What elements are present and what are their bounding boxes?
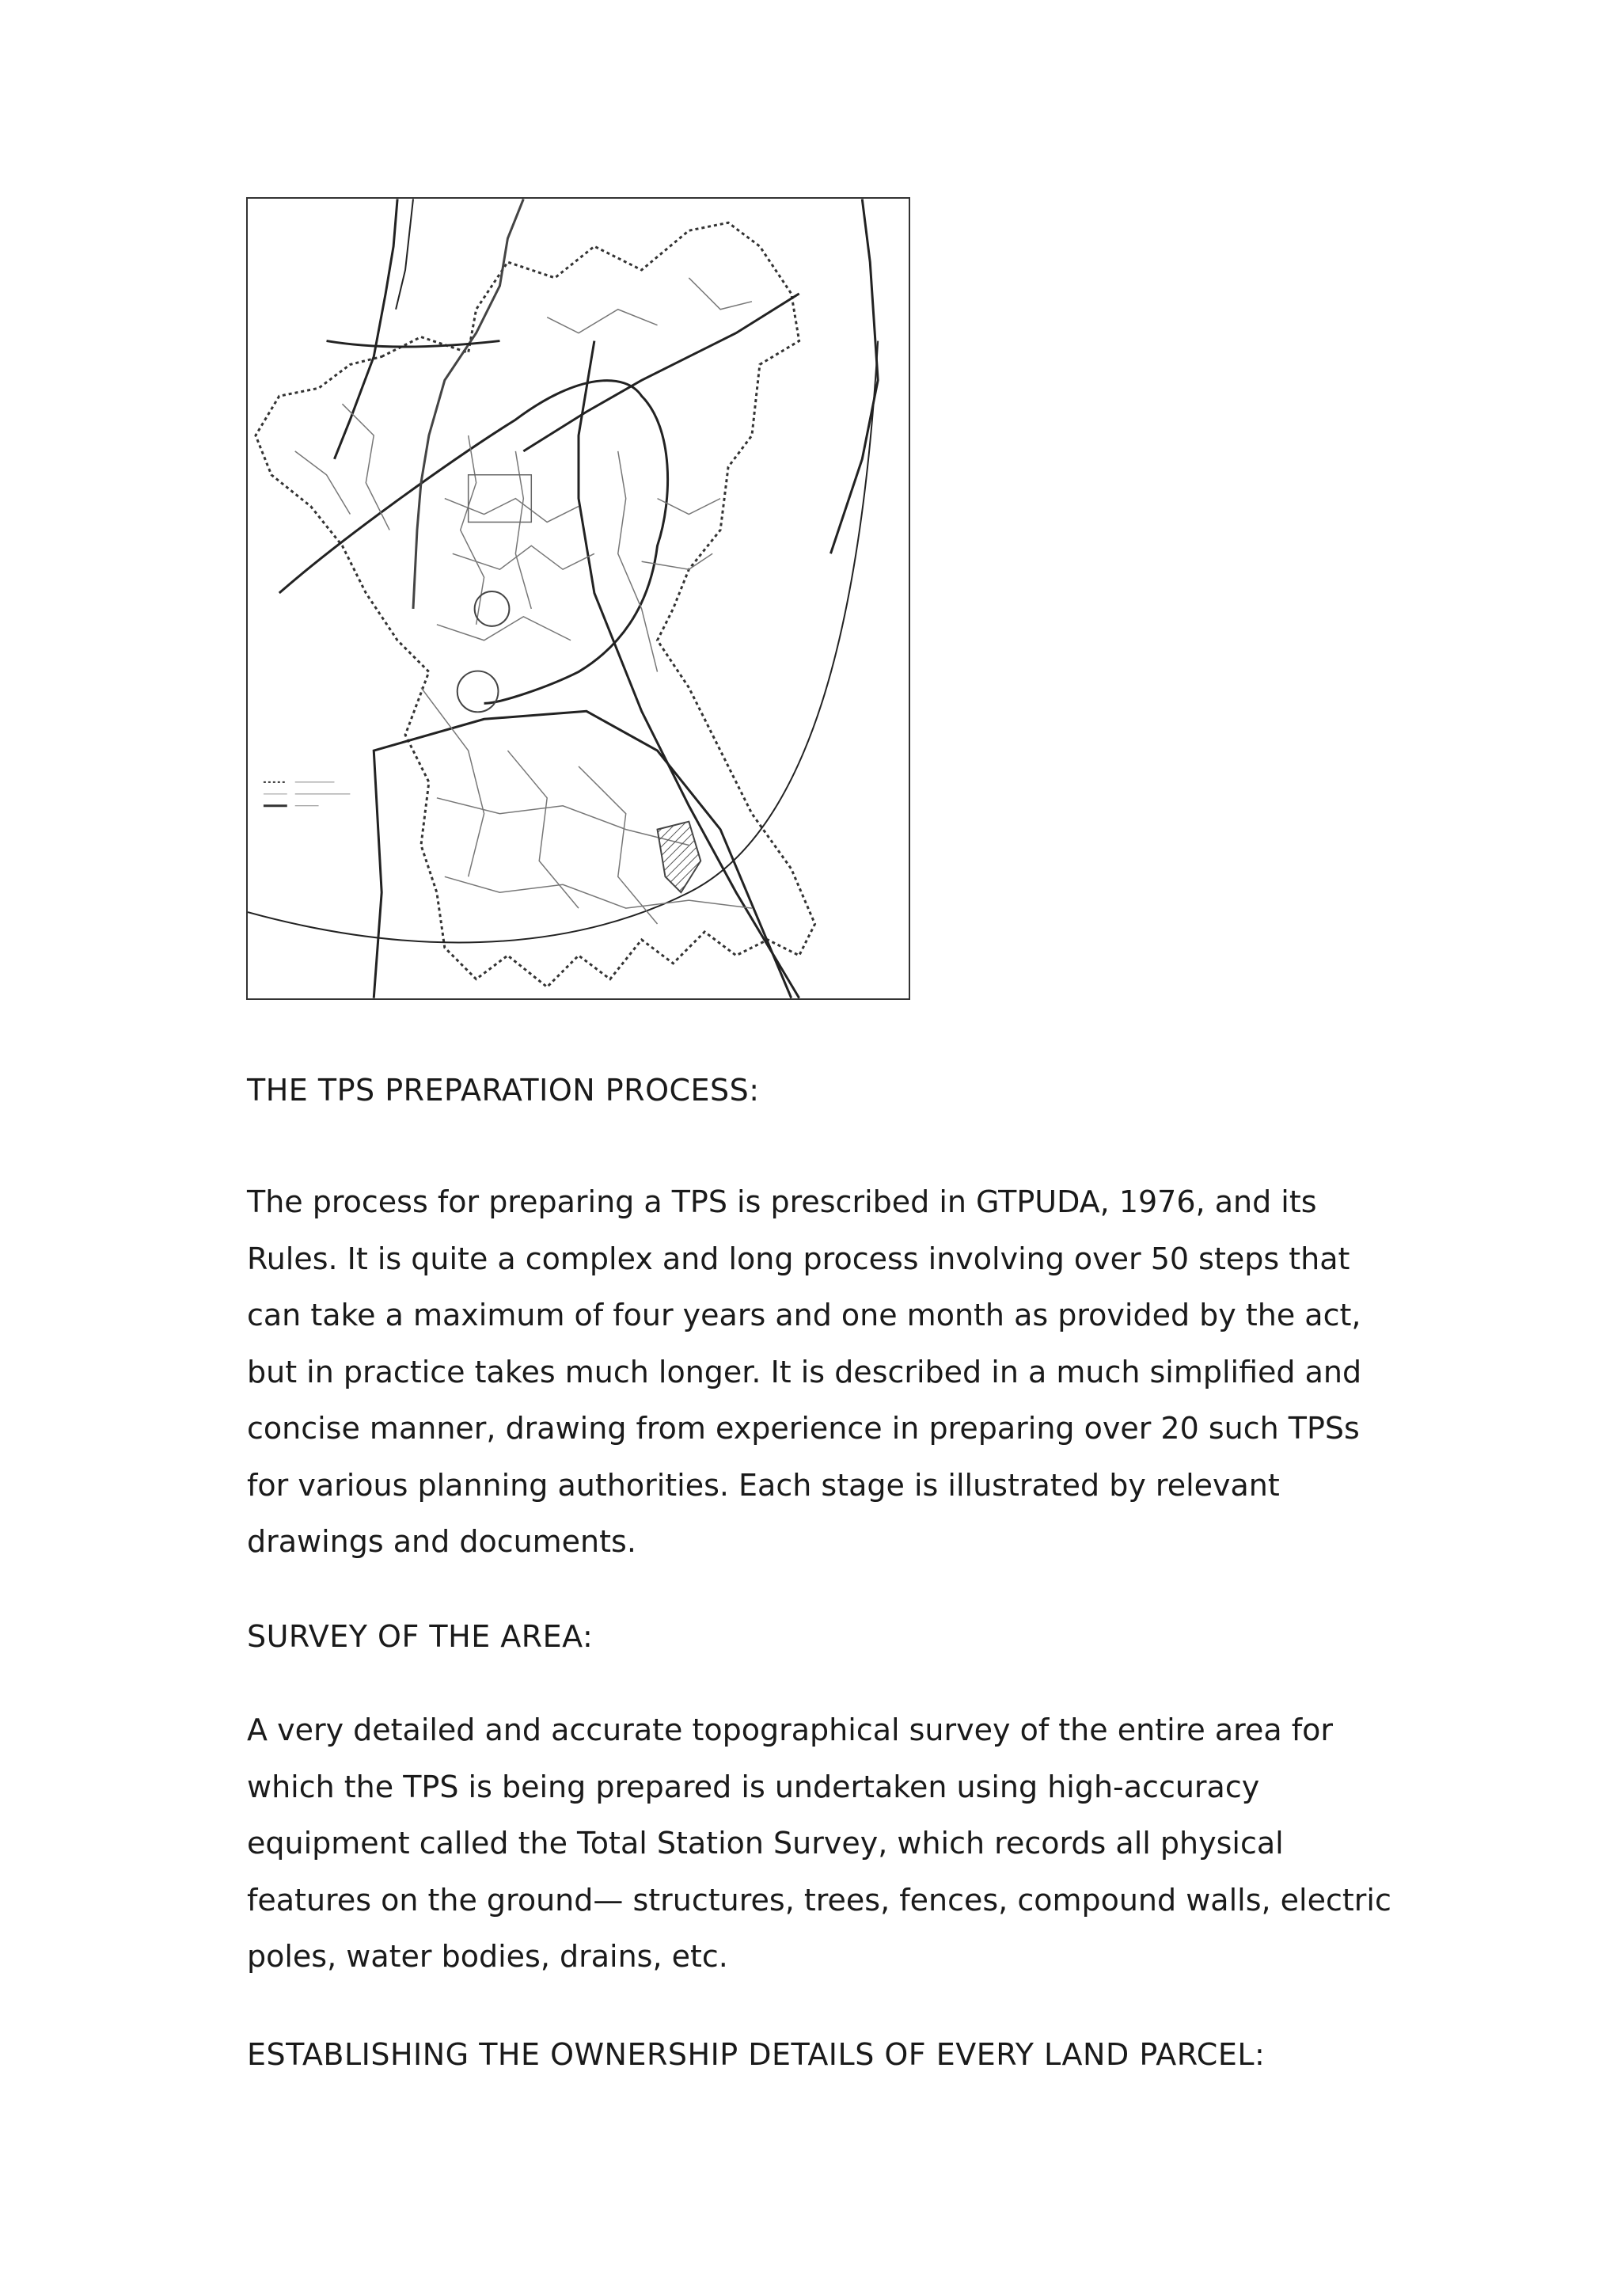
- paragraph-line: drawings and documents.: [247, 1524, 636, 1559]
- paragraph-tps-process: [247, 1174, 1403, 1571]
- road-6: [396, 199, 413, 309]
- hatched-tps-area: [658, 822, 701, 893]
- map-svg: [248, 199, 909, 998]
- paragraph-line: features on the ground— structures, trees, fences, compound walls, electric: [247, 1882, 1391, 1918]
- road-1: [579, 341, 799, 998]
- section-heading-survey: SURVEY OF THE AREA:: [247, 1619, 594, 1654]
- paragraph-line: equipment called the Total Station Survey, which records all physical: [247, 1826, 1284, 1861]
- highway-ne: [830, 199, 878, 553]
- section-heading-tps-process: THE TPS PREPARATION PROCESS:: [247, 1073, 760, 1108]
- paragraph-line: can take a maximum of four years and one month as provided by the act,: [247, 1298, 1361, 1332]
- paragraph-line: which the TPS is being prepared is undertaken using high-accuracy: [247, 1769, 1260, 1804]
- road-4: [327, 341, 500, 347]
- city-boundary-map: [246, 197, 910, 1000]
- municipal-boundary: [256, 222, 815, 986]
- road-2: [374, 711, 791, 998]
- paragraph-line: A very detailed and accurate topographical survey of the entire area for: [247, 1712, 1333, 1747]
- rail-line: [413, 199, 523, 609]
- road-5: [334, 199, 397, 458]
- map-legend: [264, 782, 350, 806]
- paragraph-line: for various planning authorities. Each stage is illustrated by relevant: [247, 1467, 1280, 1503]
- section-heading-ownership: ESTABLISHING THE OWNERSHIP DETAILS OF EVERY LAND PARCEL:: [247, 2037, 1266, 2072]
- paragraph-line: concise manner, drawing from experience in preparing over 20 such TPSs: [247, 1411, 1360, 1446]
- paragraph-line: Rules. It is quite a complex and long process involving over 50 steps that: [247, 1241, 1350, 1276]
- ring-road: [279, 381, 668, 704]
- paragraph-line: poles, water bodies, drains, etc.: [247, 1939, 728, 1974]
- paragraph-line: but in practice takes much longer. It is described in a much simplified and: [247, 1354, 1362, 1389]
- paragraph-survey: [247, 1702, 1403, 1986]
- paragraph-line: The process for preparing a TPS is prescribed in GTPUDA, 1976, and its: [247, 1184, 1317, 1219]
- outer-ring: [248, 341, 878, 943]
